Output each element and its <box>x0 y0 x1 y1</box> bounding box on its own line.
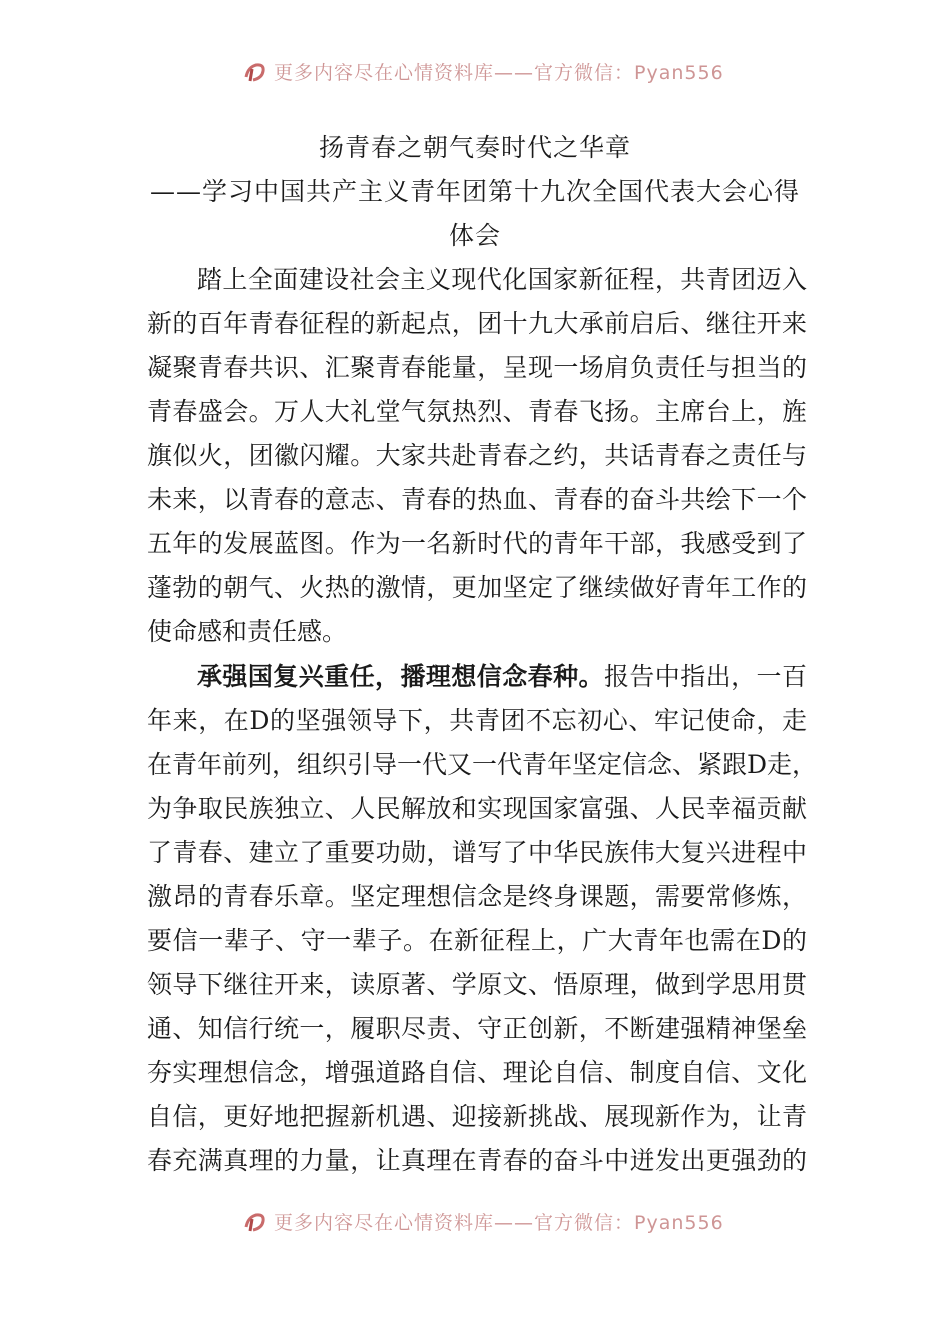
logo-icon <box>242 59 268 85</box>
header-banner <box>0 50 950 84</box>
paragraph-line: 未来，以青春的意志、青春的热血、青春的奋斗共绘下一个 <box>147 485 807 514</box>
paragraph-line: 蓬勃的朝气、火热的激情，更加坚定了继续做好青年工作的 <box>147 573 807 602</box>
paragraph-line: 通、知信行统一，履职尽责、守正创新，不断建强精神堡垒 <box>147 1014 807 1043</box>
paragraph-line: 自信，更好地把握新机遇、迎接新挑战、展现新作为，让青 <box>147 1102 807 1131</box>
document-title: 扬青春之朝气奏时代之华章 <box>318 133 631 162</box>
paragraph-line: 旗似火，团徽闪耀。大家共赴青春之约，共话青春之责任与 <box>147 441 807 470</box>
paragraph-line: 使命感和责任感。 <box>147 617 348 646</box>
document-subtitle-continued: 体会 <box>448 221 501 250</box>
paragraph-line: 为争取民族独立、人民解放和实现国家富强、人民幸福贡献 <box>147 794 807 823</box>
footer-banner <box>0 1200 950 1234</box>
banner-text: 更多内容尽在心情资料库——官方微信：Pyan556 <box>274 62 724 84</box>
paragraph-lead-line <box>197 657 807 693</box>
paragraph-line: 春充满真理的力量，让真理在青春的奋斗中迸发出更强劲的 <box>147 1146 807 1175</box>
section-heading: 承强国复兴重任，播理想信念春种。 <box>197 662 604 691</box>
paragraph-line: 要信一辈子、守一辈子。在新征程上，广大青年也需在D的 <box>147 926 807 955</box>
paragraph-line: 凝聚青春共识、汇聚青春能量，呈现一场肩负责任与担当的 <box>147 353 807 382</box>
paragraph-line: 了青春、建立了重要功勋，谱写了中华民族伟大复兴进程中 <box>147 838 807 867</box>
paragraph-line: 踏上全面建设社会主义现代化国家新征程，共青团迈入 <box>197 265 807 294</box>
paragraph-text: 报告中指出，一百 <box>603 662 807 691</box>
paragraph-line: 在青年前列，组织引导一代又一代青年坚定信念、紧跟D走， <box>147 750 818 779</box>
paragraph-line: 年来，在D的坚强领导下，共青团不忘初心、牢记使命，走 <box>147 706 807 735</box>
paragraph-line: 新的百年青春征程的新起点，团十九大承前启后、继往开来 <box>147 309 807 338</box>
paragraph-line: 青春盛会。万人大礼堂气氛热烈、青春飞扬。主席台上，旌 <box>147 397 807 426</box>
paragraph-line: 五年的发展蓝图。作为一名新时代的青年干部，我感受到了 <box>147 529 807 558</box>
logo-icon <box>242 1209 268 1235</box>
paragraph-line: 夯实理想信念，增强道路自信、理论自信、制度自信、文化 <box>147 1058 807 1087</box>
paragraph-line: 领导下继往开来，读原著、学原文、悟原理，做到学思用贯 <box>147 970 807 999</box>
paragraph-line: 激昂的青春乐章。坚定理想信念是终身课题，需要常修炼， <box>147 882 807 911</box>
document-subtitle: ——学习中国共产主义青年团第十九次全国代表大会心得 <box>149 177 800 206</box>
banner-text: 更多内容尽在心情资料库——官方微信：Pyan556 <box>274 1212 724 1234</box>
